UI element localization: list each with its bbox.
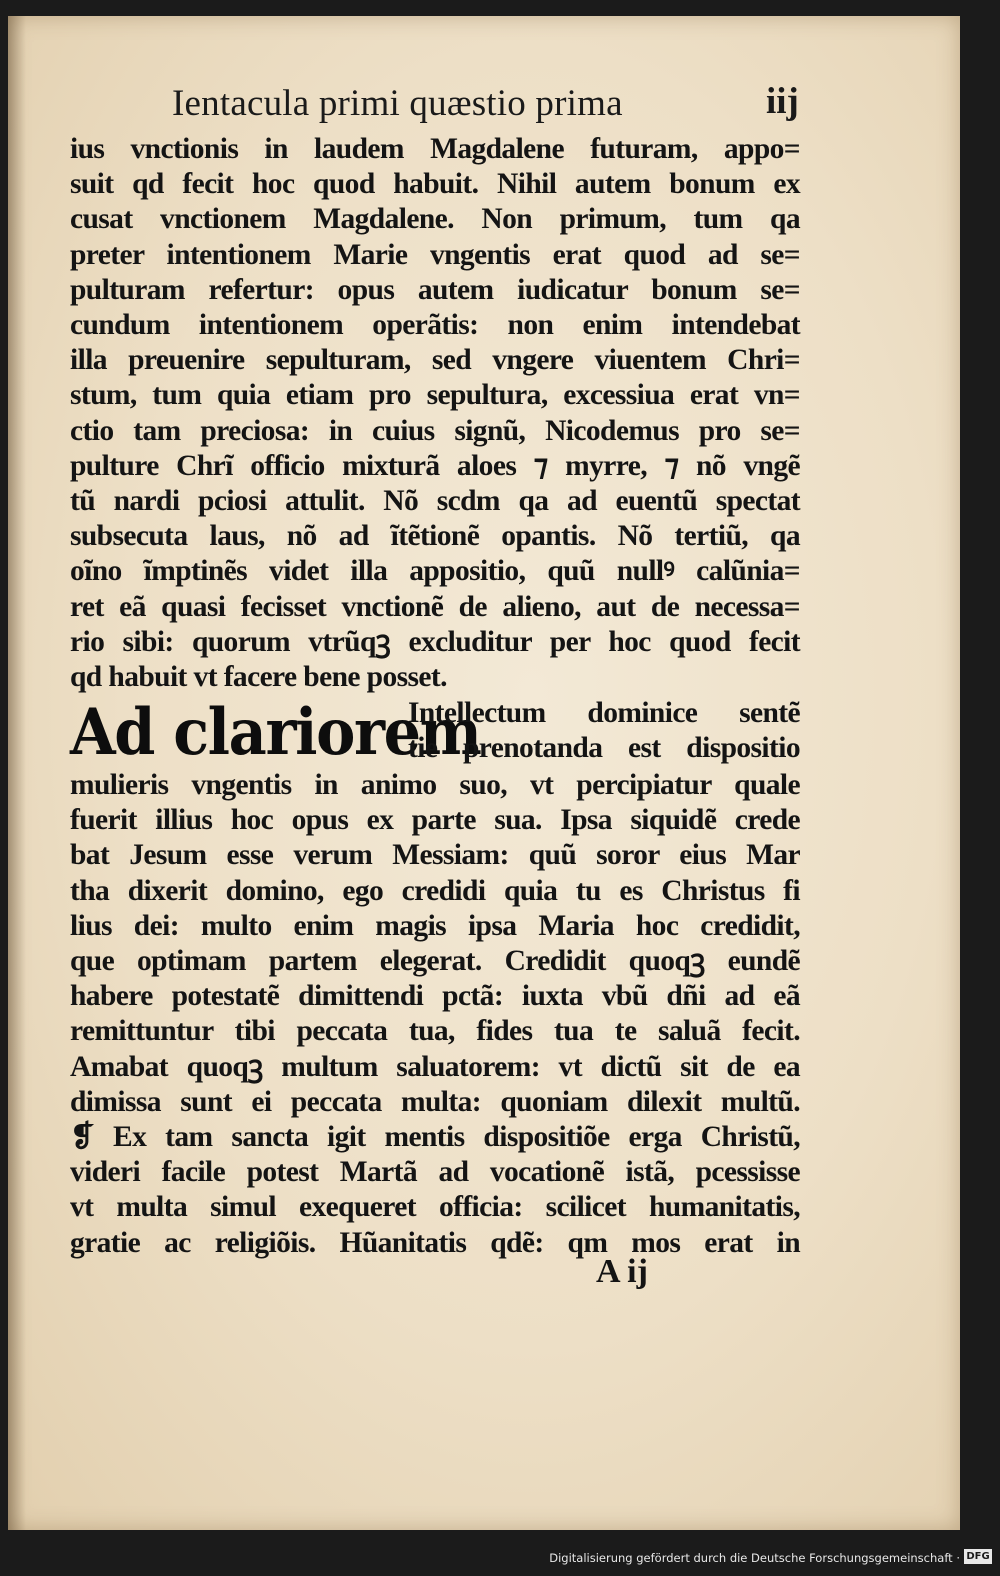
text-line: fuerit illius hoc opus ex parte sua. Ipsa siquidẽ crede <box>70 804 800 837</box>
text-line: tie prenotanda est dispositio <box>408 732 800 765</box>
text-line: dimissa sunt ei peccata multa: quoniam dilexit multũ. <box>70 1085 800 1118</box>
text-line: qd habuit vt facere bene posset. <box>70 661 447 693</box>
text-line: ❡ Ex tam sancta igit mentis dispositiõe erga Christũ, <box>70 1121 800 1153</box>
text-line: cusat vnctionem Magdalene. Non primum, tum qa <box>70 203 800 236</box>
text-line: illa preuenire sepulturam, sed vngere viuentem Chri= <box>70 344 800 377</box>
text-line: oĩno ĩmptinẽs videt illa appositio, quũ nullꝰ calũnia= <box>70 555 800 588</box>
digitization-credit: Digitalisierung gefördert durch die Deutsche Forschungsgemeinschaft · <box>549 1551 960 1565</box>
text-line: stum, tum quia etiam pro sepultura, excessiua erat vn= <box>70 379 800 412</box>
text-line: gratie ac religiõis. Hũanitatis qdẽ: qm mos erat in <box>70 1226 800 1259</box>
text-line: preter intentionem Marie vngentis erat quod ad se= <box>70 238 800 271</box>
text-line: rio sibi: quorum vtrũqꝫ excluditur per hoc quod fecit <box>70 625 800 658</box>
text-line: Intellectum dominice sentẽ <box>408 697 800 729</box>
text-line: ret eã quasi fecisset vnctionẽ de alieno, aut de necessa= <box>70 590 800 623</box>
text-line: pulturam refertur: opus autem iudicatur bonum se= <box>70 273 800 306</box>
text-line: suit qd fecit hoc quod habuit. Nihil autem bonum ex <box>70 168 800 201</box>
text-line: que optimam partem elegerat. Credidit quoqꝫ eundẽ <box>70 945 800 977</box>
running-head: Ientacula primi quæstio prima <box>172 83 623 124</box>
text-line: remittuntur tibi peccata tua, fides tua te saluã fecit. <box>70 1015 800 1048</box>
text-line: lius dei: multo enim magis ipsa Maria hoc credidit, <box>70 909 800 942</box>
text-line: ius vnctionis in laudem Magdalene futuram, appo= <box>70 133 800 165</box>
text-line: ctio tam preciosa: in cuius signũ, Nicodemus pro se= <box>70 414 800 447</box>
signature-mark: A ij <box>596 1253 648 1290</box>
page-edge-shadow <box>8 16 26 1530</box>
text-line: bat Jesum esse verum Messiam: quũ soror eius Mar <box>70 839 800 872</box>
text-line: tũ nardi pciosi attulit. Nõ scdm qa ad euentũ spectat <box>70 485 800 517</box>
text-line: cundum intentionem operãtis: non enim intendebat <box>70 309 800 341</box>
text-line: subsecuta laus, nõ ad ĩtẽtionẽ opantis. Nõ tertiũ, qa <box>70 520 800 553</box>
dfg-logo: DFG <box>964 1549 992 1564</box>
text-line: habere potestatẽ dimittendi pctã: iuxta vbũ dñi ad eã <box>70 980 800 1013</box>
text-line: videri facile potest Martã ad vocationẽ istã, pcessisse <box>70 1156 800 1189</box>
folio-number: iij <box>766 81 799 122</box>
text-line: Amabat quoqꝫ multum saluatorem: vt dictũ sit de ea <box>70 1050 800 1083</box>
decorated-initial-words: Ad clariorem <box>70 695 481 770</box>
text-line: tha dixerit domino, ego credidi quia tu es Christus fi <box>70 874 800 907</box>
text-line: vt multa simul exequeret officia: scilicet humanitatis, <box>70 1191 800 1224</box>
text-line: mulieris vngentis in animo suo, vt percipiatur quale <box>70 769 800 801</box>
text-line: pulture Chrĩ officio mixturã aloes ⁊ myrre, ⁊ nõ vngẽ <box>70 449 800 482</box>
